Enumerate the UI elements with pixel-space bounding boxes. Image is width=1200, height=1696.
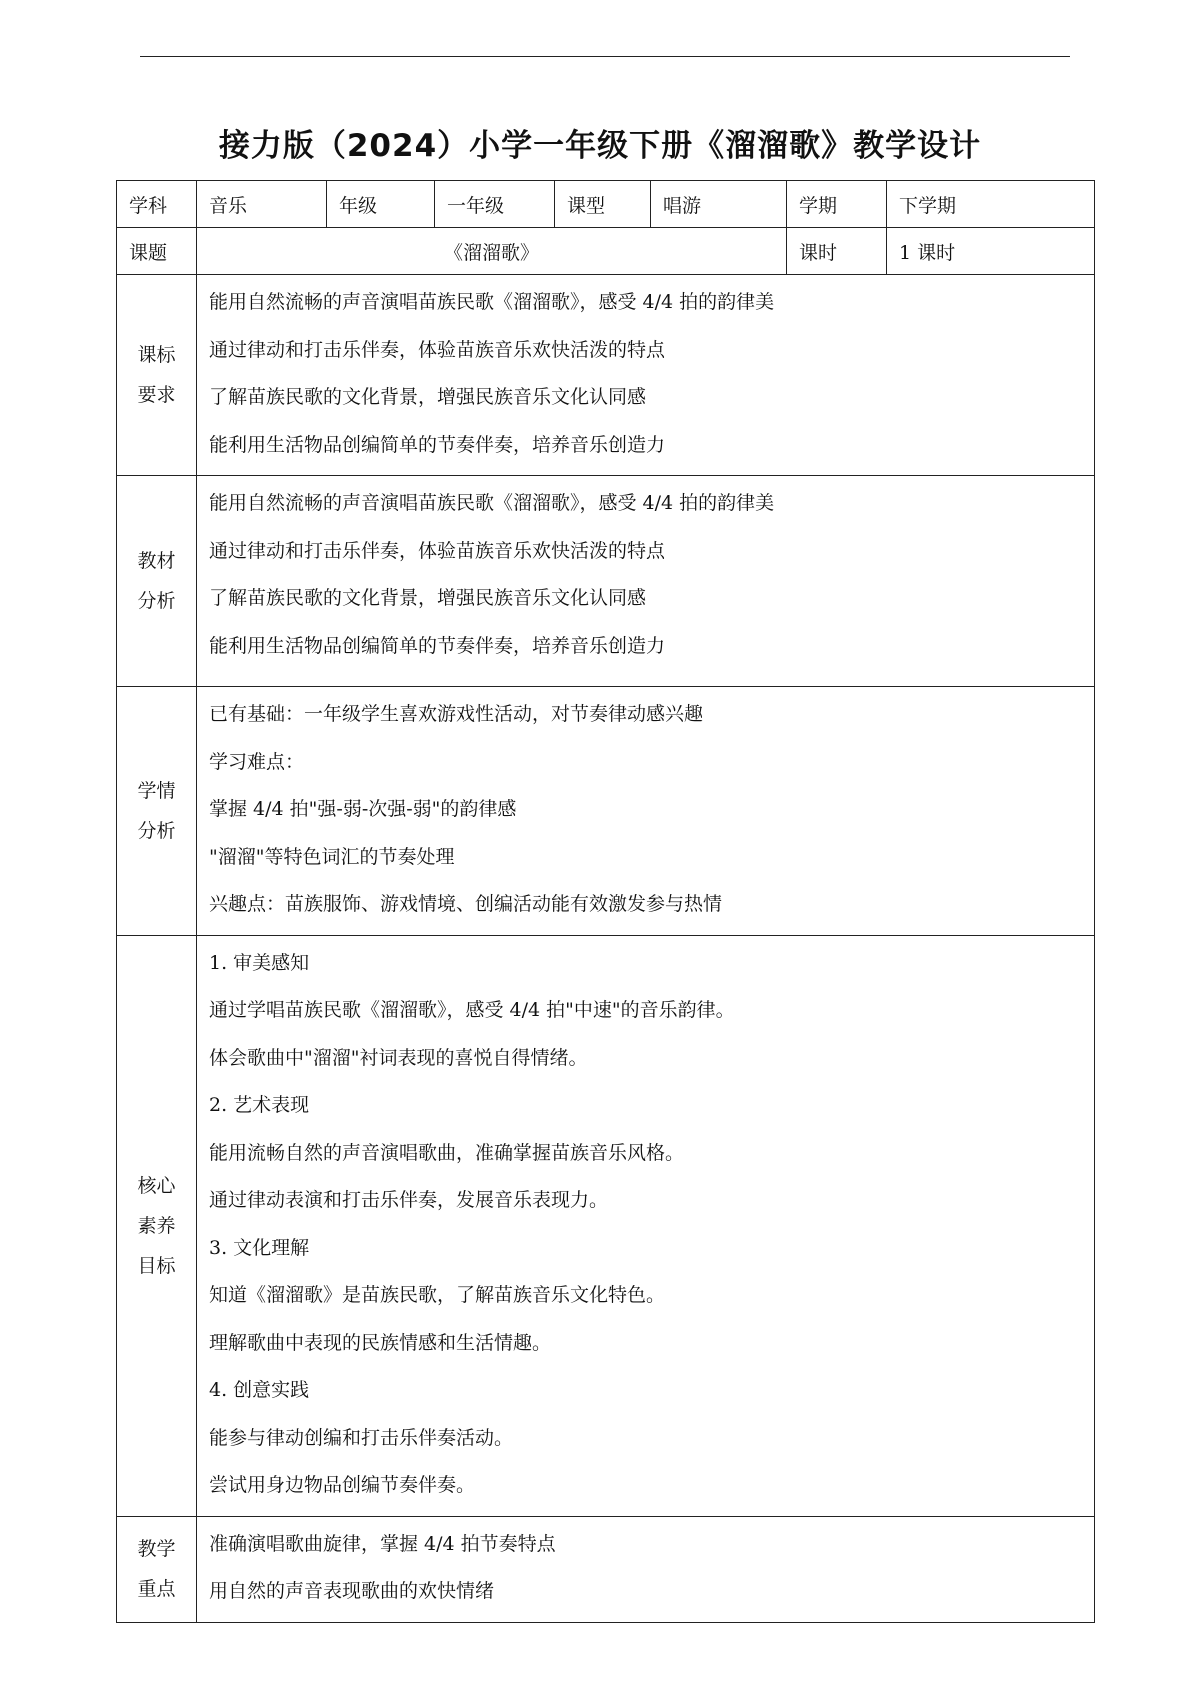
content-line: 能利用生活物品创编简单的节奏伴奏，培养音乐创造力: [209, 433, 666, 456]
content-line: 学习难点：: [209, 750, 305, 773]
content-line: 能用流畅自然的声音演唱歌曲，准确掌握苗族音乐风格。: [209, 1141, 685, 1164]
content-line: "溜溜"等特色词汇的节奏处理: [209, 845, 455, 868]
term-label: 学期: [787, 181, 887, 228]
core-goals-label: 核心 素养 目标: [117, 935, 197, 1516]
content-line: 理解歌曲中表现的民族情感和生活情趣。: [209, 1331, 552, 1354]
topic-row: [117, 228, 1095, 275]
topic-value: 《溜溜歌》: [197, 228, 787, 275]
material-analysis-content: [197, 476, 1095, 687]
standards-row: [117, 275, 1095, 476]
learner-analysis-label: 学情 分析: [117, 687, 197, 936]
info-row: [117, 181, 1095, 228]
subject-value: 音乐: [197, 181, 327, 228]
goal-heading: 2. 艺术表现: [209, 1094, 310, 1116]
content-line: 用自然的声音表现歌曲的欢快情绪: [209, 1580, 495, 1602]
subject-label: 学科: [117, 181, 197, 228]
standards-content: [197, 275, 1095, 476]
goal-heading: 4. 创意实践: [209, 1379, 310, 1401]
content-line: 知道《溜溜歌》是苗族民歌，了解苗族音乐文化特色。: [209, 1284, 666, 1306]
goal-heading: 1. 审美感知: [209, 951, 310, 974]
content-line: 能利用生活物品创编简单的节奏伴奏，培养音乐创造力: [209, 634, 666, 657]
hours-label: 课时: [787, 228, 887, 275]
core-goals-content: [197, 935, 1095, 1516]
core-goals-row: [117, 935, 1095, 1516]
content-line: 已有基础：一年级学生喜欢游戏性活动，对节奏律动感兴趣: [209, 703, 704, 725]
content-line: 掌握 4/4 拍"强-弱-次强-弱"的韵律感: [209, 798, 517, 820]
key-points-row: [117, 1516, 1095, 1622]
learner-analysis-content: [197, 687, 1095, 936]
material-analysis-label: 教材 分析: [117, 476, 197, 687]
learner-analysis-row: [117, 687, 1095, 936]
content-line: 通过律动和打击乐伴奏，体验苗族音乐欢快活泼的特点: [209, 539, 666, 562]
content-line: 体会歌曲中"溜溜"衬词表现的喜悦自得情绪。: [209, 1046, 588, 1069]
content-line: 能参与律动创编和打击乐伴奏活动。: [209, 1426, 514, 1449]
goal-heading: 3. 文化理解: [209, 1236, 310, 1259]
grade-label: 年级: [327, 181, 435, 228]
standards-label: 课标 要求: [117, 275, 197, 476]
type-value: 唱游: [651, 181, 787, 228]
content-line: 通过律动和打击乐伴奏，体验苗族音乐欢快活泼的特点: [209, 338, 666, 361]
grade-value: 一年级: [435, 181, 555, 228]
type-label: 课型: [555, 181, 651, 228]
content-line: 尝试用身边物品创编节奏伴奏。: [209, 1474, 476, 1496]
header-rule: [140, 56, 1070, 57]
key-points-content: [197, 1516, 1095, 1622]
hours-value: 1 课时: [887, 228, 1095, 275]
key-points-label: 教学 重点: [117, 1516, 197, 1622]
content-line: 能用自然流畅的声音演唱苗族民歌《溜溜歌》，感受 4/4 拍的韵律美: [209, 291, 775, 313]
content-line: 了解苗族民歌的文化背景，增强民族音乐文化认同感: [209, 386, 647, 408]
content-line: 了解苗族民歌的文化背景，增强民族音乐文化认同感: [209, 587, 647, 609]
topic-label: 课题: [117, 228, 197, 275]
content-line: 通过律动表演和打击乐伴奏，发展音乐表现力。: [209, 1189, 609, 1211]
lesson-plan-table: [116, 180, 1095, 1623]
content-line: 通过学唱苗族民歌《溜溜歌》，感受 4/4 拍"中速"的音乐韵律。: [209, 999, 735, 1021]
material-analysis-row: [117, 476, 1095, 687]
content-line: 能用自然流畅的声音演唱苗族民歌《溜溜歌》，感受 4/4 拍的韵律美: [209, 492, 775, 514]
document-title: 接力版（2024）小学一年级下册《溜溜歌》教学设计: [218, 128, 982, 164]
content-line: 兴趣点：苗族服饰、游戏情境、创编活动能有效激发参与热情: [209, 893, 723, 915]
term-value: 下学期: [887, 181, 1095, 228]
content-line: 准确演唱歌曲旋律，掌握 4/4 拍节奏特点: [209, 1532, 556, 1555]
